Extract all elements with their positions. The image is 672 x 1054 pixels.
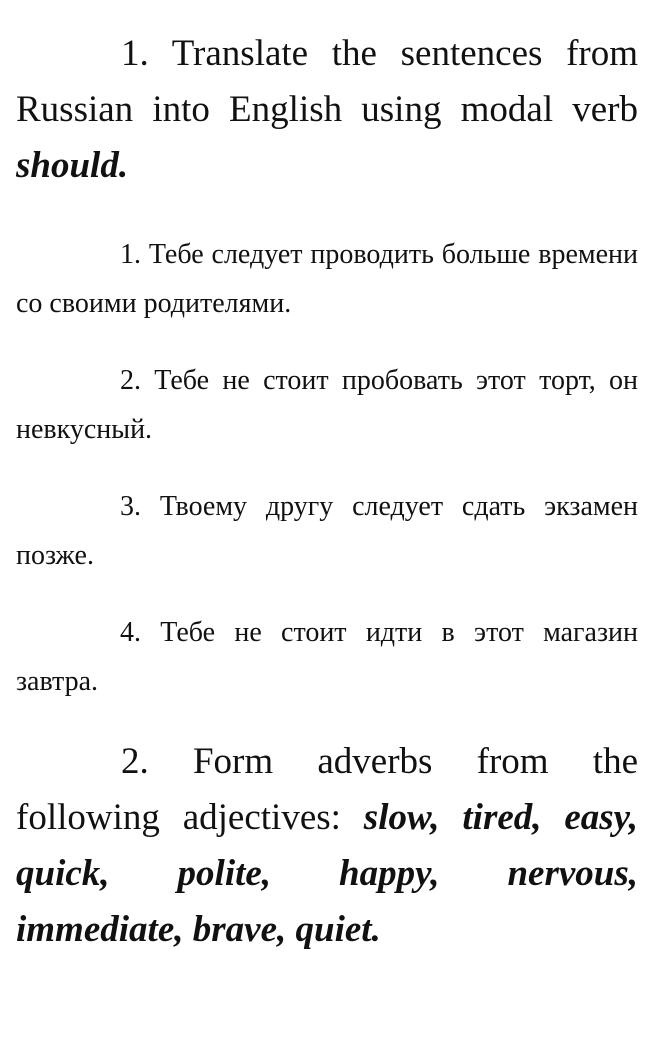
sentence-3: 3. Твоему другу следует сдать экзамен позже. [16,491,638,571]
sentence-1: 1. Тебе следует проводить больше времени со своими родителями. [16,239,638,319]
sentence-4: 4. Тебе не стоит идти в этот магазин завтра. [16,617,638,697]
task-1-instruction [16,26,638,194]
sentence-2: 2. Тебе не стоит пробовать этот торт, он невкусный. [16,365,638,445]
task-2-text: 2. Form adverbs from the following adjectives: [16,741,638,838]
task-2-instruction [16,734,638,958]
task-2-adjectives: slow, tired, easy, quick, polite, happy, nervous, immediate, brave, quiet. [16,797,638,950]
task-1-modal-verb: should. [16,145,129,186]
task-1-text: 1. Translate the sentences from Russian into English using modal verb [16,33,638,130]
worksheet-page [16,26,638,958]
